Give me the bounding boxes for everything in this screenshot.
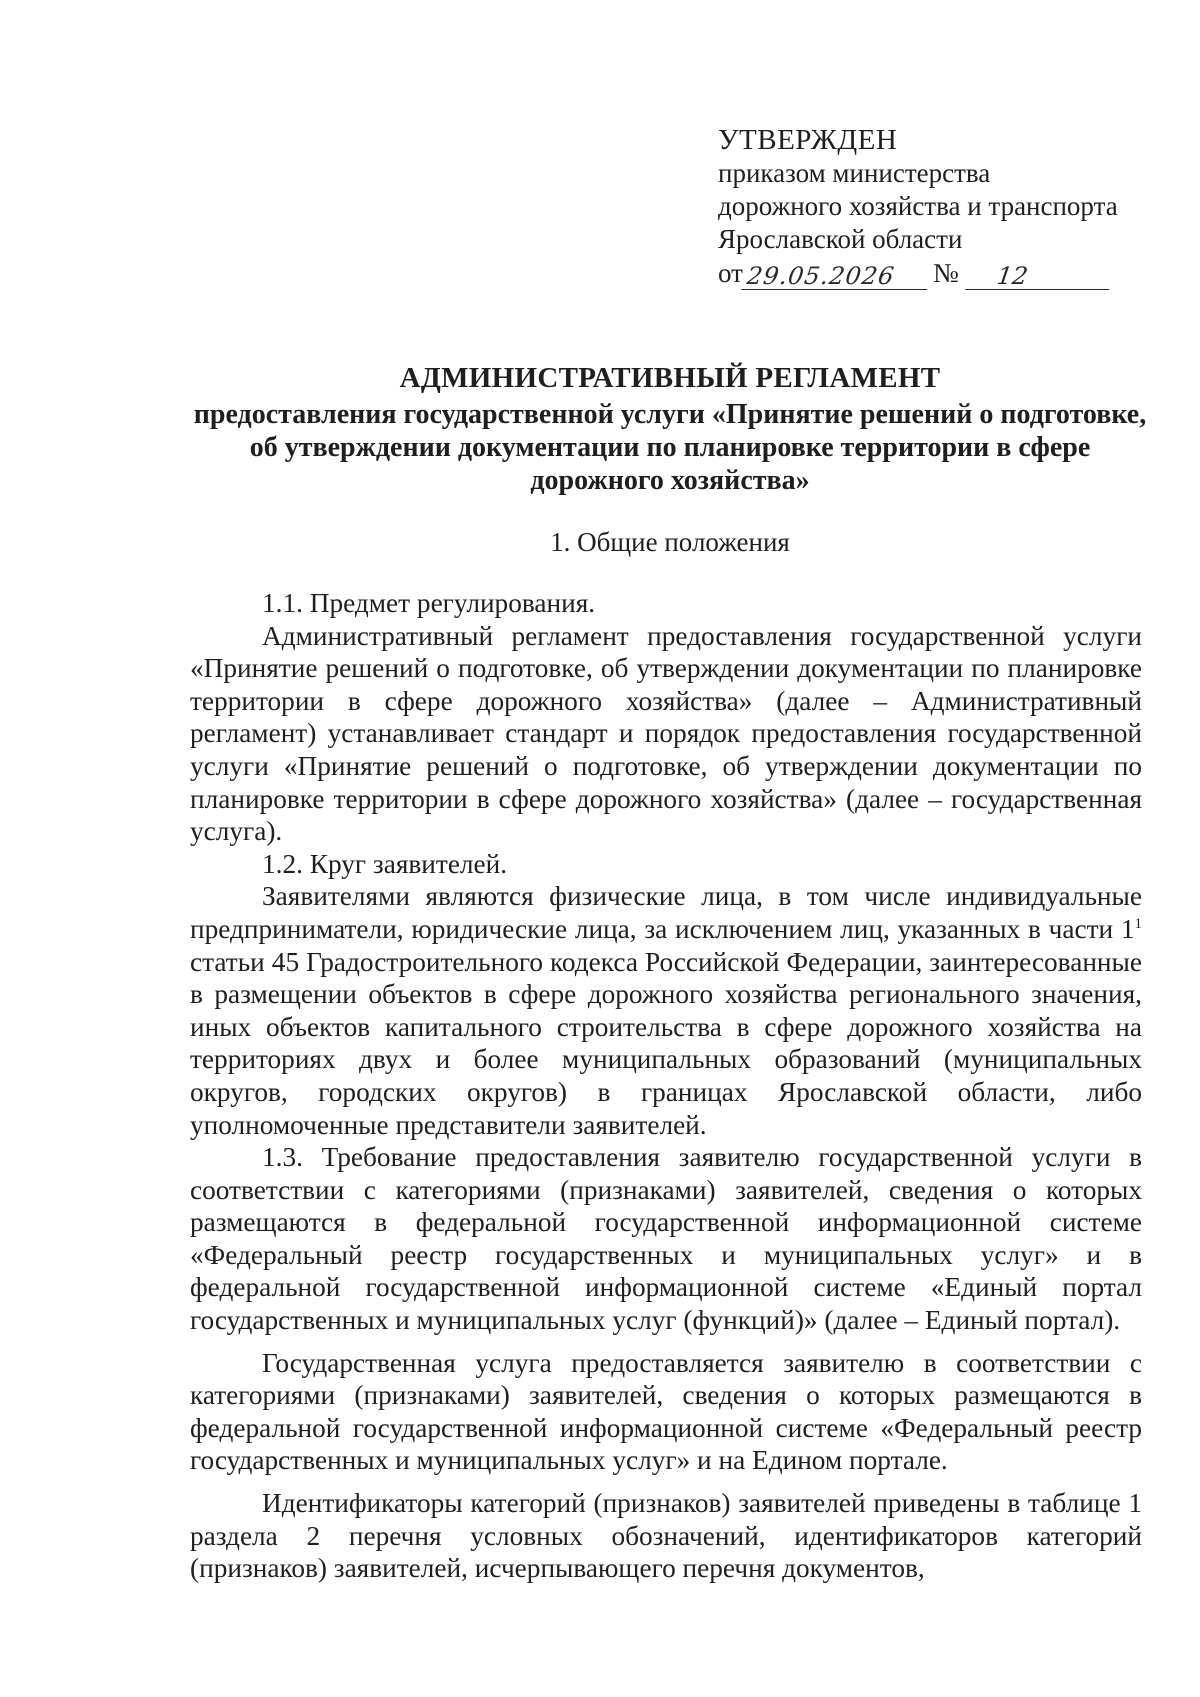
- section-heading: 1. Общие положения: [550, 527, 790, 557]
- paragraph-identifiers-text: Идентификаторы категорий (признаков) заявителей приведены в таблице 1 раздела 2 перечня условных обозначений, идентификаторов категорий (признаков) заявителей, исчерпывающего перечня документов,: [190, 1488, 1142, 1584]
- paragraph-1-3-text: 1.3. Требование предоставления заявителю государственной услуги в соответствии с категориями (признаками) заявителей, сведения о которых размещаются в федеральной государственной информационной системе «Федеральный реестр государственных и муниципальных услуг» и в федеральной государственной информационной системе «Единый портал государственных и муниципальных услуг (функций)» (далее – Единый портал).: [190, 1142, 1142, 1336]
- paragraph-1-2-text-b: статьи 45 Градостроительного кодекса Российской Федерации, заинтересованные в размещении объектов в сфере дорожного хозяйства регионального значения, иных объектов капитального строительства в сфере дорожного хозяйства на территориях двух и более муниципальных образований (муниципальных округов, городских округов) в границах Ярославской области, либо уполномоченные представители заявителей.: [190, 946, 1142, 1140]
- superscript-1: 1: [1134, 915, 1142, 932]
- title-subtitle-2: об утверждении документации по планировке территории в сфере: [249, 432, 1091, 463]
- title-main: АДМИНИСТРАТИВНЫЙ РЕГЛАМЕНТ: [399, 362, 941, 394]
- title-subtitle-1: предоставления государственной услуги «Принятие решений о подготовке,: [193, 399, 1147, 430]
- number-sign: №: [932, 258, 959, 288]
- approved-heading: УТВЕРЖДЕН: [718, 124, 898, 156]
- paragraph-1-2-text: [190, 880, 1142, 1141]
- paragraph-service-text: Государственная услуга предоставляется заявителю в соответствии с категориями (признаками) заявителей, сведения о которых размещаются в федеральной государственной информационной системе «Федеральный реестр государственных и муниципальных услуг» и на Едином портале.: [190, 1347, 1142, 1476]
- paragraph-1-1-text: Административный регламент предоставления государственной услуги «Принятие решений о подготовке, об утверждении документации по планировке территории в сфере дорожного хозяйства» (далее – Административный регламент) устанавливает стандарт и порядок предоставления государственной услуги «Принятие решений о подготовке, об утверждении документации по планировке территории в сфере дорожного хозяйства» (далее – государственная услуга).: [190, 620, 1142, 847]
- handwritten-number: 12: [965, 263, 1113, 290]
- title-subtitle-3: дорожного хозяйства»: [530, 465, 810, 496]
- paragraph-1-2-text-a: Заявителями являются физические лица, в том числе индивидуальные предприниматели, юридические лица, за исключением лиц, указанных в части 1: [190, 881, 1142, 944]
- approval-line-3: Ярославской области: [718, 224, 963, 254]
- approval-line-1: приказом министерства: [718, 158, 991, 188]
- paragraph-1-2-title: 1.2. Круг заявителей.: [262, 848, 508, 879]
- document-title: [140, 362, 1200, 497]
- approval-block: [718, 124, 1158, 290]
- paragraph-1-1-title: 1.1. Предмет регулирования.: [262, 588, 596, 618]
- document-body: [190, 587, 1142, 1585]
- handwritten-date: 29.05.2026: [741, 263, 931, 290]
- approval-line-2: дорожного хозяйства и транспорта: [718, 191, 1118, 221]
- approval-date-line: [718, 257, 1158, 290]
- date-prefix: от: [718, 258, 743, 288]
